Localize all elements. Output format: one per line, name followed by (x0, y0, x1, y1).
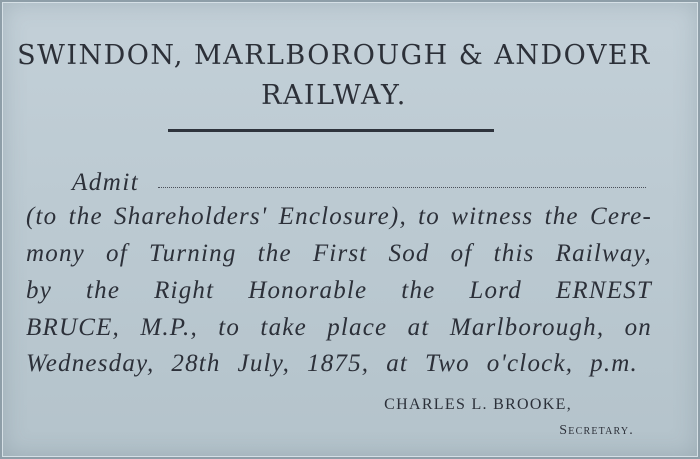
admit-name-blank (158, 187, 646, 188)
body-line-2: mony of Turning the First Sod of this Railway, (26, 240, 652, 267)
admit-row (72, 169, 646, 197)
body-line-5: Wednesday, 28th July, 1875, at Two o'clock, p.m. (26, 350, 638, 377)
heading-line-2: RAILWAY. (261, 80, 407, 111)
secretary-title: Secretary. (559, 423, 634, 438)
secretary-name: CHARLES L. BROOKE, (384, 396, 572, 413)
body-line-1: (to the Shareholders' Enclosure), to witness the Cere- (26, 203, 652, 230)
heading-rule (168, 129, 494, 132)
body-line-4: BRUCE, M.P., to take place at Marlborough, on (26, 314, 652, 341)
body-line-3: by the Right Honorable the Lord ERNEST (26, 277, 652, 304)
heading-line-1: SWINDON, MARLBOROUGH & ANDOVER (17, 40, 651, 71)
admit-label: Admit (72, 169, 140, 196)
